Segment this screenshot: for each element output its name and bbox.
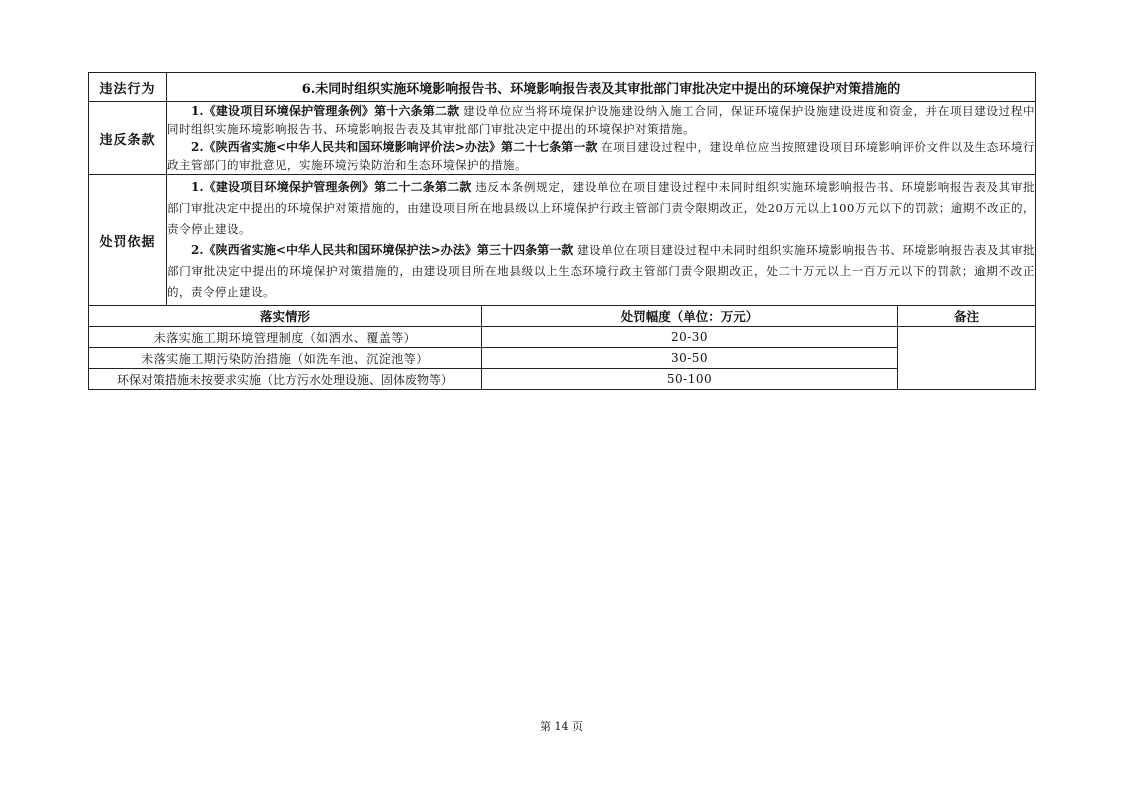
penalty-item [167,240,1035,303]
clause-item-heading: 2.《陕西省实施<中华人民共和国环境影响评价法>办法》第二十七条第一款 [191,140,598,154]
clause-item [167,138,1035,174]
penalty-item [167,177,1035,240]
clause-item-body: 在项目建设过程中，建设单位应当按照建设项目环境影响评价文件以及生态环境行政主管部门的审批意见，实施环境污染防治和生态环境保护的措施。 [167,140,1036,172]
penalty-basis-label: 处罚依据 [89,175,167,306]
violation-title: 6.未同时组织实施环境影响报告书、环境影响报告表及其审批部门审批决定中提出的环境保护对策措施的 [167,73,1036,102]
table-row [89,327,1036,348]
penalty-standard-table [88,72,1036,390]
clause-item-heading: 1.《建设项目环境保护管理条例》第十六条第二款 [191,104,460,118]
range-cell: 30-50 [482,348,898,369]
column-header-remark: 备注 [898,306,1036,327]
penalty-basis-content [167,175,1036,306]
clause-label: 违反条款 [89,102,167,175]
violation-label: 违法行为 [89,73,167,102]
penalty-item-heading: 1.《建设项目环境保护管理条例》第二十二条第二款 [191,180,472,194]
page-number: 第 14 页 [540,720,583,733]
detail-header-row [89,306,1036,327]
situation-cell: 环保对策措施未按要求实施（比方污水处理设施、固体废物等） [89,369,482,390]
range-cell: 50-100 [482,369,898,390]
range-cell: 20-30 [482,327,898,348]
clause-item [167,102,1035,138]
penalty-item-body: 违反本条例规定，建设单位在项目建设过程中未同时组织实施环境影响报告书、环境影响报告表及其审批部门审批决定中提出的环境保护对策措施的，由建设项目所在地县级以上环境保护行政主管部门责令限期改正，处20万元以上100万元以下的罚款；逾期不改正的，责令停止建设。 [167,180,1035,236]
column-header-range: 处罚幅度（单位：万元） [482,306,898,327]
violation-row [89,73,1036,102]
penalty-item-body: 建设单位在项目建设过程中未同时组织实施环境影响报告书、环境影响报告表及其审批部门审批决定中提出的环境保护对策措施的，由建设项目所在地县级以上生态环境行政主管部门责令限期改正，处二十万元以上一百万元以下的罚款；逾期不改正的，责令停止建设。 [167,243,1036,299]
situation-cell: 未落实施工期环境管理制度（如洒水、覆盖等） [89,327,482,348]
table-row [89,348,1036,369]
clause-content [167,102,1036,175]
column-header-situation: 落实情形 [89,306,482,327]
clause-item-body: 建设单位应当将环境保护设施建设纳入施工合同，保证环境保护设施建设进度和资金，并在项目建设过程中同时组织实施环境影响报告书、环境影响报告表及其审批部门审批决定中提出的环境保护对策措施。 [167,104,1035,136]
situation-cell: 未落实施工期污染防治措施（如洗车池、沉淀池等） [89,348,482,369]
clause-row [89,102,1036,175]
penalty-basis-row [89,175,1036,306]
table-row [89,369,1036,390]
penalty-item-heading: 2.《陕西省实施<中华人民共和国环境保护法>办法》第三十四条第一款 [191,243,574,257]
remark-cell [898,327,1036,390]
